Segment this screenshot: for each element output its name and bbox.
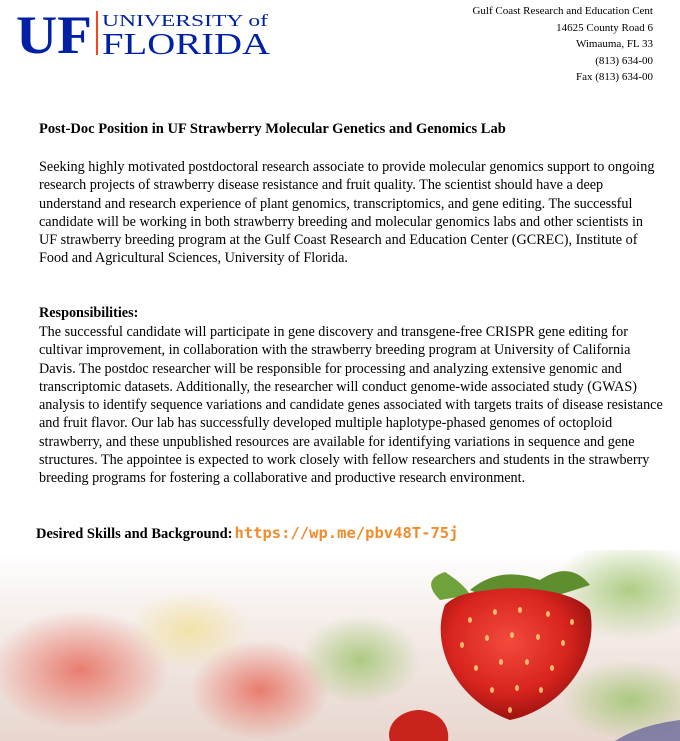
logo-divider <box>96 11 98 55</box>
skills-line <box>36 524 458 543</box>
center-address <box>400 3 653 86</box>
responsibilities-paragraph: The successful candidate will participate in gene discovery and transgene-free CRISPR gene editing for cultivar improvement, in collaboration with the strawberry breeding program at University of California Davis. The postdoc researcher will be responsible for processing and analyzing extensive genomic and transcriptomic datasets. Additionally, the researcher will conduct genome-wide associated study (GWAS) analysis to identify sequence variations and candidate genes associated with targets traits of disease resistance and fruit flavor. Our lab has successfully developed multiple haplotype-phased genomes of octoploid strawberry, and these unpublished resources are available for identifying variations in sequence and gene structures. The appointee is expected to work closely with fellow researchers and students in the strawberry breeding programs for fostering a collaborative and productive research environment. <box>39 324 663 487</box>
skills-label: Desired Skills and Background: <box>36 526 233 542</box>
uf-logo-university: UNIVERSITY of <box>102 11 269 30</box>
address-line: 14625 County Road 6 <box>556 21 653 34</box>
intro-paragraph: Seeking highly motivated postdoctoral research associate to provide molecular genomics support to ongoing research projects of strawberry disease resistance and fruit quality. The scientist should have a deep understand and research experience of plant genomics, transcriptomics, and gene editing. The successful candidate will be working in both strawberry breeding and molecular genomics labs and other scientists in UF strawberry breeding program at the Gulf Coast Research and Education Center (GCREC), Institute of Food and Agricultural Sciences, University of Florida. <box>39 159 655 267</box>
responsibilities-heading: Responsibilities: <box>39 305 139 321</box>
uf-logo-initials: UF <box>16 8 92 58</box>
strawberry-photo <box>0 550 680 741</box>
phone-line: (813) 634-00 <box>595 54 653 67</box>
application-link[interactable]: https://wp.me/pbv48T-75j <box>234 524 459 542</box>
fax-line: Fax (813) 634-00 <box>576 71 653 83</box>
address-line: Gulf Coast Research and Education Cent <box>472 5 653 17</box>
position-title: Post-Doc Position in UF Strawberry Molecular Genetics and Genomics Lab <box>39 121 506 137</box>
uf-logo <box>16 8 272 58</box>
address-line: Wimauma, FL 33 <box>575 38 653 50</box>
uf-logo-florida: FLORIDA <box>102 26 271 58</box>
